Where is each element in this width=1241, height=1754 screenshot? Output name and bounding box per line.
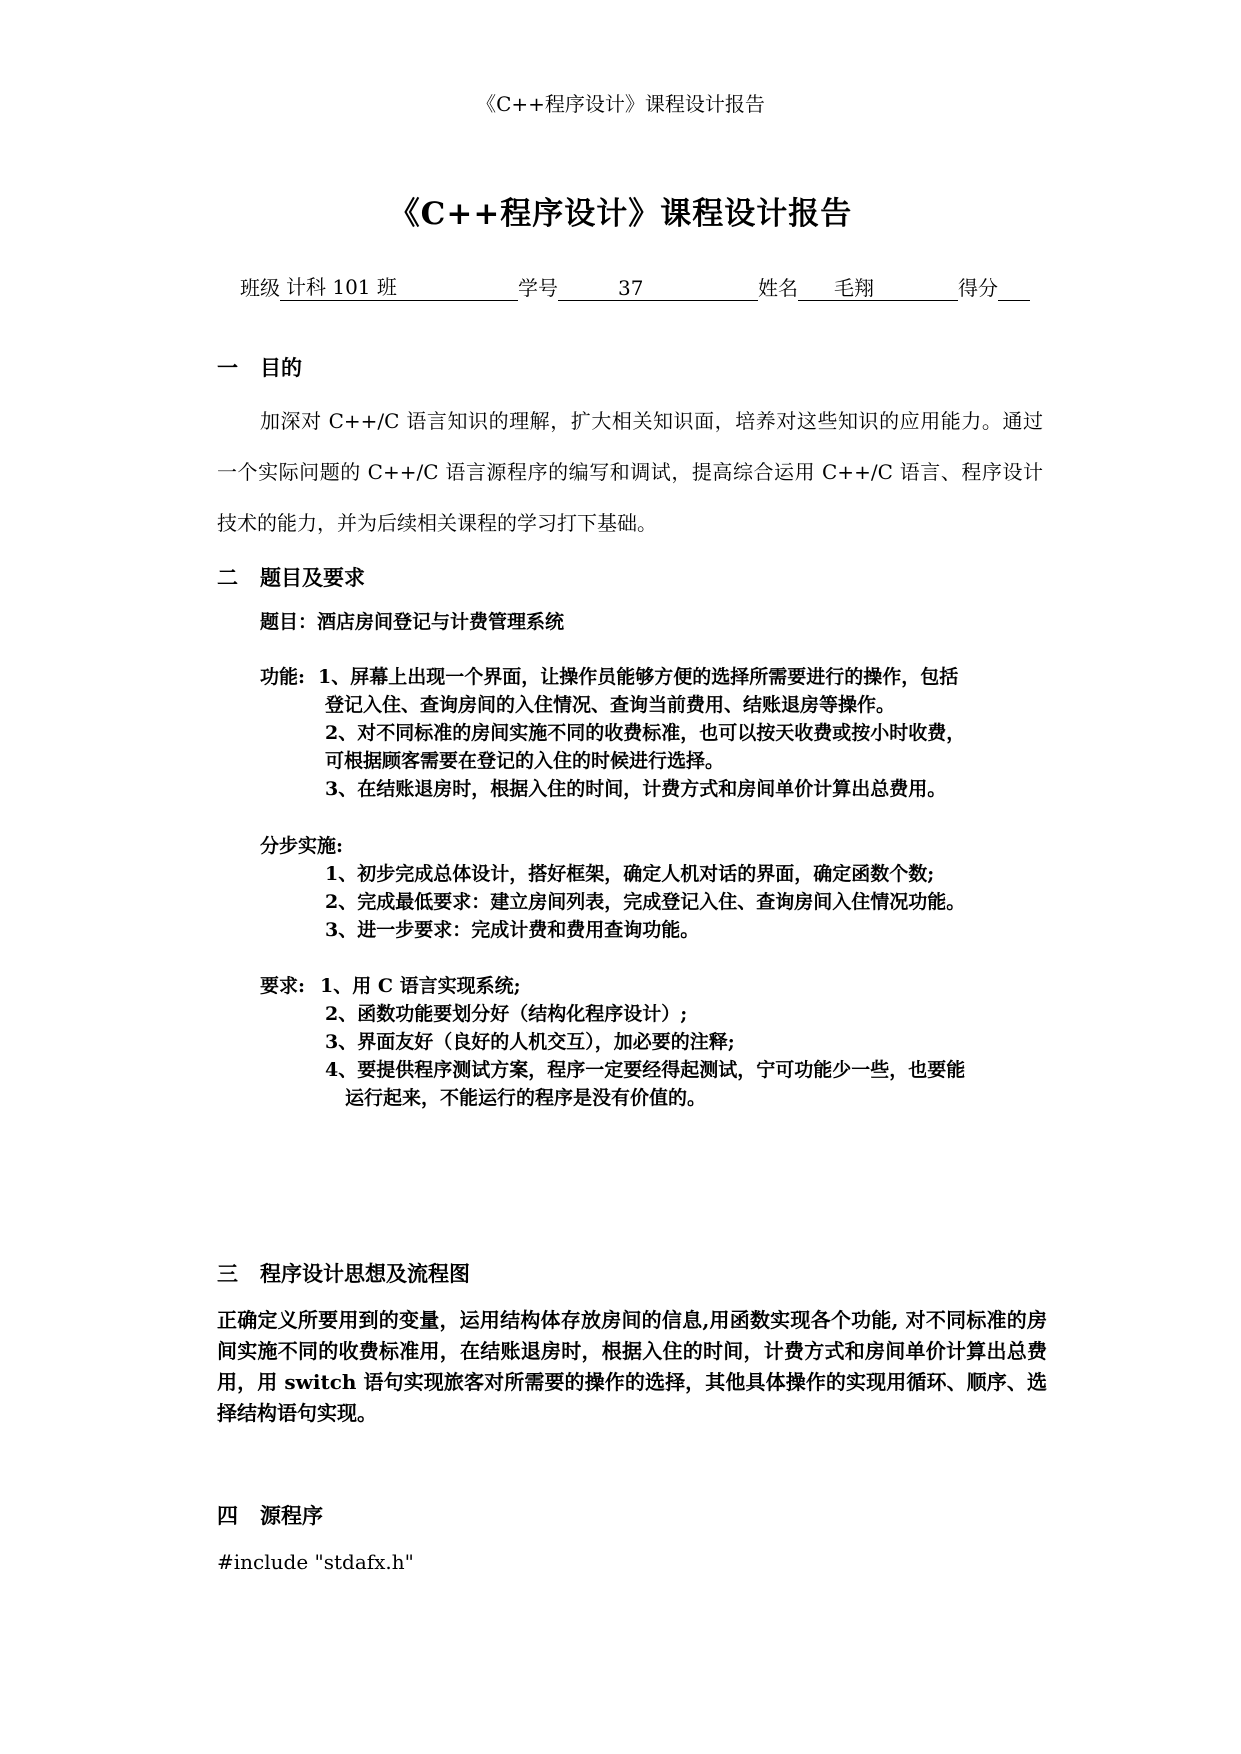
section-1-body: 加深对 C++/C 语言知识的理解，扩大相关知识面，培养对这些知识的应用能力。通过一个实际问题的 C++/C 语言源程序的编写和调试，提高综合运用 C++/C 语言、程序设计技术的能力，并为后续相关课程的学习打下基础。 xyxy=(217,409,1043,535)
function-line-1: 1、屏幕上出现一个界面，让操作员能够方便的选择所需要进行的操作，包括 xyxy=(318,666,959,688)
requirements-line-4: 4、要提供程序测试方案，程序一定要经得起测试，宁可功能少一些，也要能 xyxy=(325,1059,966,1081)
steps-label: 分步实施: xyxy=(260,835,344,857)
id-label: 学号 xyxy=(518,276,558,300)
steps-line-3: 3、进一步要求：完成计费和费用查询功能。 xyxy=(325,919,700,941)
function-line-4: 可根据顾客需要在登记的入住的时候进行选择。 xyxy=(325,750,725,772)
id-value: 37 xyxy=(558,275,758,301)
section-3-body: 正确定义所要用到的变量，运用结构体存放房间的信息,用函数实现各个功能, 对不同标准的房间实施不同的收费标准用，在结账退房时，根据入住的时间，计费方式和房间单价计算出总费用，用 switch 语句实现旅客对所需要的操作的选择，其他具体操作的实现用循环、顺序、选择结构语句实现。 xyxy=(217,1308,1047,1425)
section-2-number: 二 xyxy=(217,565,238,590)
topic-line: 题目：酒店房间登记与计费管理系统 xyxy=(260,611,565,633)
function-label: 功能: xyxy=(260,666,306,688)
document-title: 《C++程序设计》课程设计报告 xyxy=(388,196,853,232)
requirements-line-2: 2、函数功能要划分好（结构化程序设计）; xyxy=(325,1003,688,1025)
steps-line-1: 1、初步完成总体设计，搭好框架，确定人机对话的界面，确定函数个数; xyxy=(325,863,935,885)
source-code-line: #include "stdafx.h" xyxy=(217,1550,414,1574)
function-line-5: 3、在结账退房时，根据入住的时间，计费方式和房间单价计算出总费用。 xyxy=(325,778,947,800)
score-label: 得分 xyxy=(958,276,998,300)
name-label: 姓名 xyxy=(758,276,798,300)
section-4-heading xyxy=(217,1500,323,1530)
section-1-title: 目的 xyxy=(260,355,302,380)
section-3-title: 程序设计思想及流程图 xyxy=(260,1261,470,1286)
requirements-line-5: 运行起来，不能运行的程序是没有价值的。 xyxy=(345,1087,707,1109)
section-4-title: 源程序 xyxy=(260,1503,323,1528)
class-value: 计科 101 班 xyxy=(280,274,518,301)
section-2-heading xyxy=(217,562,365,592)
student-info-row xyxy=(240,272,1050,301)
function-line-3: 2、对不同标准的房间实施不同的收费标准，也可以按天收费或按小时收费， xyxy=(325,722,966,744)
section-3-heading xyxy=(217,1258,470,1288)
page-header: 《C++程序设计》课程设计报告 xyxy=(476,92,765,116)
steps-line-2: 2、完成最低要求：建立房间列表，完成登记入住、查询房间入住情况功能。 xyxy=(325,891,966,913)
section-2-title: 题目及要求 xyxy=(260,565,365,590)
class-label: 班级 xyxy=(240,276,280,300)
section-4-number: 四 xyxy=(217,1503,238,1528)
requirements-label: 要求: xyxy=(260,975,306,997)
section-1-number: 一 xyxy=(217,355,238,380)
name-value: 毛翔 xyxy=(798,275,958,301)
requirements-line-1: 1、用 C 语言实现系统; xyxy=(320,975,521,997)
section-1-heading xyxy=(217,352,302,382)
section-3-number: 三 xyxy=(217,1261,238,1286)
score-value xyxy=(998,274,1030,301)
function-line-2: 登记入住、查询房间的入住情况、查询当前费用、结账退房等操作。 xyxy=(325,694,896,716)
requirements-line-3: 3、界面友好（良好的人机交互），加必要的注释; xyxy=(325,1031,735,1053)
